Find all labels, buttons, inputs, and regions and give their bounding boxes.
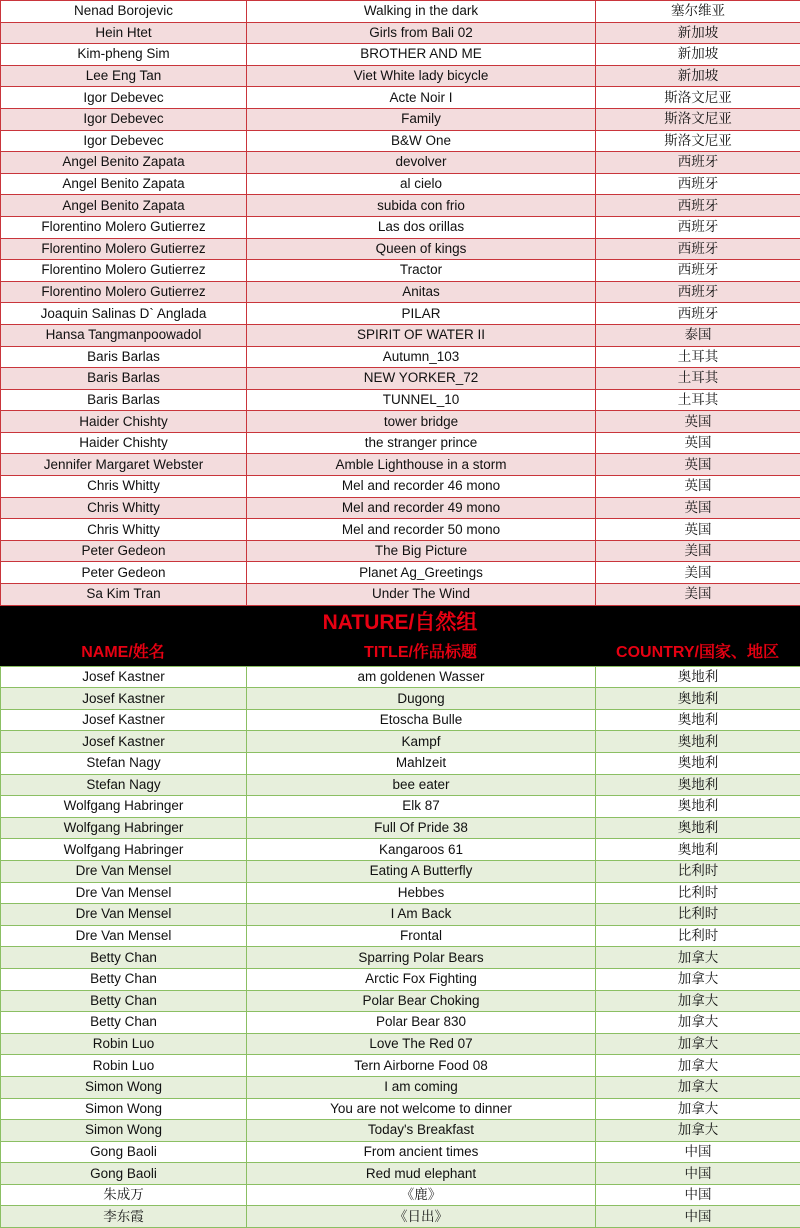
cell-title: I am coming	[247, 1076, 596, 1098]
table-row	[1, 947, 800, 969]
cell-name: Peter Gedeon	[1, 540, 247, 562]
cell-country: 英国	[596, 454, 800, 476]
cell-title: Polar Bear 830	[247, 1012, 596, 1034]
table-row	[1, 562, 800, 584]
cell-name: Josef Kastner	[1, 688, 247, 710]
cell-country: 西班牙	[596, 238, 800, 260]
cell-title: SPIRIT OF WATER II	[247, 324, 596, 346]
cell-name: Angel Benito Zapata	[1, 195, 247, 217]
cell-name: Hein Htet	[1, 22, 247, 44]
cell-title: I Am Back	[247, 904, 596, 926]
cell-title: Girls from Bali 02	[247, 22, 596, 44]
cell-country: 比利时	[596, 904, 800, 926]
cell-title: NEW YORKER_72	[247, 368, 596, 390]
cell-country: 奥地利	[596, 666, 800, 688]
table-row	[1, 839, 800, 861]
table-row	[1, 540, 800, 562]
cell-name: Simon Wong	[1, 1120, 247, 1142]
cell-country: 奥地利	[596, 753, 800, 775]
table-row	[1, 324, 800, 346]
cell-name: Simon Wong	[1, 1076, 247, 1098]
cell-name: Wolfgang Habringer	[1, 796, 247, 818]
cell-name: Betty Chan	[1, 947, 247, 969]
table-row	[1, 1098, 800, 1120]
table-row	[1, 925, 800, 947]
cell-title: subida con frio	[247, 195, 596, 217]
cell-name: Jennifer Margaret Webster	[1, 454, 247, 476]
cell-name: Dre Van Mensel	[1, 882, 247, 904]
cell-country: 奥地利	[596, 839, 800, 861]
column-headers	[0, 640, 800, 666]
table-row	[1, 1141, 800, 1163]
column-header-country: COUNTRY/国家、地区	[595, 640, 800, 666]
cell-country: 加拿大	[596, 1076, 800, 1098]
cell-country: 西班牙	[596, 195, 800, 217]
cell-country: 奥地利	[596, 774, 800, 796]
table-row	[1, 990, 800, 1012]
cell-country: 奥地利	[596, 796, 800, 818]
cell-title: Tractor	[247, 260, 596, 282]
cell-title: 《日出》	[247, 1206, 596, 1228]
cell-title: Acte Noir I	[247, 87, 596, 109]
table-row	[1, 774, 800, 796]
cell-title: Today's Breakfast	[247, 1120, 596, 1142]
cell-title: Arctic Fox Fighting	[247, 968, 596, 990]
cell-title: Tern Airborne Food 08	[247, 1055, 596, 1077]
cell-country: 美国	[596, 562, 800, 584]
cell-name: Dre Van Mensel	[1, 860, 247, 882]
cell-name: Angel Benito Zapata	[1, 152, 247, 174]
table-row	[1, 432, 800, 454]
cell-country: 奥地利	[596, 709, 800, 731]
column-header-title: TITLE/作品标题	[246, 640, 595, 666]
cell-name: Wolfgang Habringer	[1, 839, 247, 861]
cell-country: 加拿大	[596, 968, 800, 990]
cell-name: Wolfgang Habringer	[1, 817, 247, 839]
table-row	[1, 688, 800, 710]
table-row	[1, 108, 800, 130]
cell-title: Red mud elephant	[247, 1163, 596, 1185]
cell-name: Florentino Molero Gutierrez	[1, 238, 247, 260]
cell-title: Planet Ag_Greetings	[247, 562, 596, 584]
cell-country: 塞尔维亚	[596, 1, 800, 23]
cell-title: 《鹿》	[247, 1184, 596, 1206]
cell-name: Baris Barlas	[1, 368, 247, 390]
cell-title: Anitas	[247, 281, 596, 303]
cell-title: Mahlzeit	[247, 753, 596, 775]
cell-name: Sa Kim Tran	[1, 584, 247, 606]
table-row	[1, 1, 800, 23]
cell-country: 比利时	[596, 925, 800, 947]
table-row	[1, 303, 800, 325]
cell-title: Amble Lighthouse in a storm	[247, 454, 596, 476]
cell-country: 土耳其	[596, 346, 800, 368]
table-row	[1, 796, 800, 818]
table-row	[1, 260, 800, 282]
cell-country: 加拿大	[596, 1120, 800, 1142]
cell-country: 英国	[596, 497, 800, 519]
entries-table-nature	[0, 666, 800, 1228]
table-row	[1, 173, 800, 195]
entries-table-previous-category	[0, 0, 800, 606]
table-row	[1, 389, 800, 411]
cell-name: Dre Van Mensel	[1, 904, 247, 926]
cell-country: 土耳其	[596, 368, 800, 390]
table-row	[1, 411, 800, 433]
table-row	[1, 497, 800, 519]
cell-title: From ancient times	[247, 1141, 596, 1163]
table-row	[1, 1012, 800, 1034]
cell-country: 英国	[596, 519, 800, 541]
cell-name: Igor Debevec	[1, 130, 247, 152]
cell-country: 斯洛文尼亚	[596, 108, 800, 130]
cell-country: 美国	[596, 584, 800, 606]
cell-title: the stranger prince	[247, 432, 596, 454]
cell-name: Chris Whitty	[1, 476, 247, 498]
cell-name: Baris Barlas	[1, 389, 247, 411]
cell-name: Betty Chan	[1, 1012, 247, 1034]
cell-country: 泰国	[596, 324, 800, 346]
cell-title: Polar Bear Choking	[247, 990, 596, 1012]
table-row	[1, 968, 800, 990]
cell-name: 李东霞	[1, 1206, 247, 1228]
table-row	[1, 454, 800, 476]
table-row	[1, 44, 800, 66]
cell-title: Autumn_103	[247, 346, 596, 368]
cell-country: 美国	[596, 540, 800, 562]
cell-name: Joaquin Salinas D` Anglada	[1, 303, 247, 325]
cell-country: 西班牙	[596, 152, 800, 174]
cell-title: Full Of Pride 38	[247, 817, 596, 839]
cell-country: 中国	[596, 1206, 800, 1228]
cell-country: 奥地利	[596, 688, 800, 710]
cell-name: Robin Luo	[1, 1055, 247, 1077]
cell-name: Kim-pheng Sim	[1, 44, 247, 66]
cell-name: Dre Van Mensel	[1, 925, 247, 947]
cell-name: Stefan Nagy	[1, 753, 247, 775]
cell-title: Sparring Polar Bears	[247, 947, 596, 969]
cell-name: Robin Luo	[1, 1033, 247, 1055]
cell-country: 中国	[596, 1141, 800, 1163]
cell-name: Josef Kastner	[1, 731, 247, 753]
cell-title: The Big Picture	[247, 540, 596, 562]
table-row	[1, 1055, 800, 1077]
table-row	[1, 1120, 800, 1142]
table-row	[1, 753, 800, 775]
cell-title: Mel and recorder 49 mono	[247, 497, 596, 519]
cell-name: Florentino Molero Gutierrez	[1, 260, 247, 282]
cell-title: Etoscha Bulle	[247, 709, 596, 731]
cell-country: 英国	[596, 432, 800, 454]
cell-name: Gong Baoli	[1, 1163, 247, 1185]
cell-name: Baris Barlas	[1, 346, 247, 368]
cell-title: devolver	[247, 152, 596, 174]
cell-title: Frontal	[247, 925, 596, 947]
cell-name: Igor Debevec	[1, 87, 247, 109]
table-row	[1, 882, 800, 904]
cell-title: Under The Wind	[247, 584, 596, 606]
cell-country: 斯洛文尼亚	[596, 130, 800, 152]
cell-name: Chris Whitty	[1, 497, 247, 519]
table-row	[1, 130, 800, 152]
table-row	[1, 65, 800, 87]
cell-name: Nenad Borojevic	[1, 1, 247, 23]
cell-title: TUNNEL_10	[247, 389, 596, 411]
cell-name: Betty Chan	[1, 990, 247, 1012]
table-row	[1, 709, 800, 731]
cell-title: Dugong	[247, 688, 596, 710]
cell-title: Hebbes	[247, 882, 596, 904]
table-row	[1, 476, 800, 498]
cell-country: 加拿大	[596, 947, 800, 969]
table-row	[1, 216, 800, 238]
cell-country: 英国	[596, 411, 800, 433]
table-row	[1, 817, 800, 839]
cell-name: Florentino Molero Gutierrez	[1, 216, 247, 238]
cell-country: 西班牙	[596, 260, 800, 282]
table-row	[1, 152, 800, 174]
cell-title: Las dos orillas	[247, 216, 596, 238]
cell-country: 加拿大	[596, 990, 800, 1012]
table-row	[1, 195, 800, 217]
cell-title: am goldenen Wasser	[247, 666, 596, 688]
cell-title: Mel and recorder 46 mono	[247, 476, 596, 498]
table-row	[1, 281, 800, 303]
table-row	[1, 731, 800, 753]
cell-country: 奥地利	[596, 731, 800, 753]
cell-name: Hansa Tangmanpoowadol	[1, 324, 247, 346]
cell-country: 加拿大	[596, 1055, 800, 1077]
cell-country: 奥地利	[596, 817, 800, 839]
cell-title: Love The Red 07	[247, 1033, 596, 1055]
cell-name: Josef Kastner	[1, 666, 247, 688]
cell-country: 新加坡	[596, 65, 800, 87]
cell-country: 加拿大	[596, 1033, 800, 1055]
cell-country: 斯洛文尼亚	[596, 87, 800, 109]
table-row	[1, 1163, 800, 1185]
cell-country: 中国	[596, 1163, 800, 1185]
cell-name: Haider Chishty	[1, 432, 247, 454]
cell-name: Peter Gedeon	[1, 562, 247, 584]
cell-name: Chris Whitty	[1, 519, 247, 541]
table-row	[1, 238, 800, 260]
table-row	[1, 22, 800, 44]
cell-title: Eating A Butterfly	[247, 860, 596, 882]
table-row	[1, 1076, 800, 1098]
cell-name: 朱成万	[1, 1184, 247, 1206]
cell-title: Kampf	[247, 731, 596, 753]
table-row	[1, 860, 800, 882]
cell-country: 新加坡	[596, 44, 800, 66]
cell-name: Florentino Molero Gutierrez	[1, 281, 247, 303]
cell-name: Josef Kastner	[1, 709, 247, 731]
cell-name: Haider Chishty	[1, 411, 247, 433]
cell-country: 西班牙	[596, 281, 800, 303]
cell-title: Mel and recorder 50 mono	[247, 519, 596, 541]
cell-title: Walking in the dark	[247, 1, 596, 23]
cell-title: B&W One	[247, 130, 596, 152]
cell-title: Family	[247, 108, 596, 130]
cell-title: BROTHER AND ME	[247, 44, 596, 66]
cell-title: PILAR	[247, 303, 596, 325]
cell-name: Stefan Nagy	[1, 774, 247, 796]
cell-name: Lee Eng Tan	[1, 65, 247, 87]
cell-title: Viet White lady bicycle	[247, 65, 596, 87]
cell-country: 西班牙	[596, 216, 800, 238]
cell-country: 新加坡	[596, 22, 800, 44]
cell-country: 中国	[596, 1184, 800, 1206]
column-header-name: NAME/姓名	[0, 640, 246, 666]
table-row	[1, 904, 800, 926]
cell-country: 加拿大	[596, 1098, 800, 1120]
cell-title: Elk 87	[247, 796, 596, 818]
table-row	[1, 519, 800, 541]
cell-title: You are not welcome to dinner	[247, 1098, 596, 1120]
cell-country: 土耳其	[596, 389, 800, 411]
nature-section-header	[0, 606, 800, 666]
cell-country: 比利时	[596, 882, 800, 904]
cell-country: 英国	[596, 476, 800, 498]
cell-country: 加拿大	[596, 1012, 800, 1034]
table-row	[1, 87, 800, 109]
cell-name: Simon Wong	[1, 1098, 247, 1120]
table-row	[1, 346, 800, 368]
cell-title: bee eater	[247, 774, 596, 796]
cell-name: Betty Chan	[1, 968, 247, 990]
table-row	[1, 1033, 800, 1055]
cell-title: al cielo	[247, 173, 596, 195]
table-row	[1, 368, 800, 390]
cell-title: Kangaroos 61	[247, 839, 596, 861]
cell-name: Angel Benito Zapata	[1, 173, 247, 195]
cell-title: tower bridge	[247, 411, 596, 433]
table-row	[1, 1184, 800, 1206]
cell-country: 比利时	[596, 860, 800, 882]
section-title: NATURE/自然组	[0, 606, 800, 640]
table-row	[1, 584, 800, 606]
table-row	[1, 1206, 800, 1228]
cell-country: 西班牙	[596, 303, 800, 325]
cell-country: 西班牙	[596, 173, 800, 195]
cell-name: Igor Debevec	[1, 108, 247, 130]
cell-title: Queen of kings	[247, 238, 596, 260]
cell-name: Gong Baoli	[1, 1141, 247, 1163]
table-row	[1, 666, 800, 688]
